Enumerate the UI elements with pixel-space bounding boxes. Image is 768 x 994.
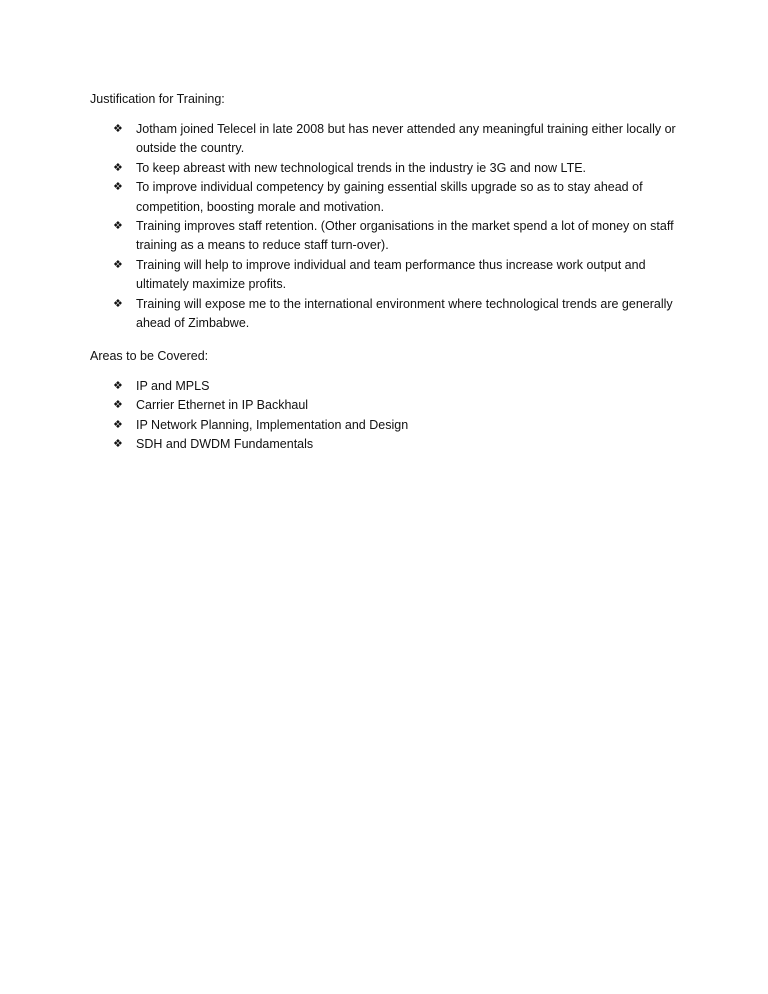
list-item	[90, 256, 690, 295]
diamond-bullet-icon: ❖	[113, 123, 123, 135]
diamond-bullet-icon: ❖	[113, 297, 123, 310]
justification-list	[90, 120, 690, 333]
list-item	[90, 159, 690, 178]
list-item	[90, 295, 690, 334]
list-item	[90, 377, 690, 396]
list-item	[90, 217, 690, 256]
diamond-bullet-icon: ❖	[113, 418, 123, 431]
list-item	[90, 178, 690, 217]
justification-heading: Justification for Training:	[90, 92, 225, 106]
areas-heading: Areas to be Covered:	[90, 349, 209, 363]
list-item-text: To improve individual competency by gaining essential skills upgrade so as to stay ahead of competition, boosting morale and motivation.	[136, 180, 643, 214]
diamond-bullet-icon: ❖	[113, 181, 123, 194]
diamond-bullet-icon: ❖	[113, 438, 123, 451]
list-item-text: IP Network Planning, Implementation and Design	[136, 417, 409, 432]
list-item	[90, 120, 690, 159]
diamond-bullet-icon: ❖	[113, 399, 123, 412]
list-item-text: Carrier Ethernet in IP Backhaul	[136, 398, 309, 413]
diamond-bullet-icon: ❖	[113, 161, 123, 174]
list-item-text: Training will help to improve individual and team performance thus increase work output and ultimately maximize profits.	[136, 257, 646, 292]
list-item	[90, 396, 690, 415]
list-item	[90, 416, 690, 435]
areas-section	[90, 347, 690, 455]
list-item-text: SDH and DWDM Fundamentals	[136, 437, 314, 452]
list-item-text: To keep abreast with new technological trends in the industry ie 3G and now LTE.	[136, 160, 587, 175]
diamond-bullet-icon: ❖	[113, 258, 123, 271]
areas-list	[90, 377, 690, 455]
diamond-bullet-icon: ❖	[113, 220, 123, 233]
list-item	[90, 435, 690, 454]
list-item-text: Training improves staff retention. (Other organisations in the market spend a lot of money on staff training as a means to reduce staff turn-over).	[136, 219, 674, 253]
diamond-bullet-icon: ❖	[113, 380, 123, 392]
list-item-text: Training will expose me to the international environment where technological trends are generally ahead of Zimbabwe.	[136, 296, 673, 331]
list-item-text: Jotham joined Telecel in late 2008 but has never attended any meaningful training either locally or outside the country.	[136, 122, 676, 156]
list-item-text: IP and MPLS	[136, 379, 210, 393]
justification-section	[90, 90, 690, 333]
